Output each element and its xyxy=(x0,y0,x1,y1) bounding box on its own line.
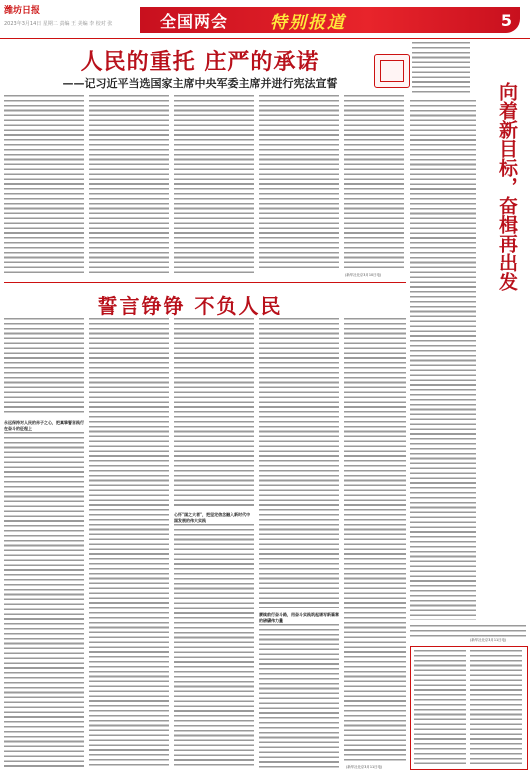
divider xyxy=(4,282,406,283)
article3-byline: (新华社北京3月11日电) xyxy=(470,638,507,642)
article2-col4-a xyxy=(259,318,339,608)
sidebar-box-col2 xyxy=(470,650,522,764)
banner-left: 全国两会 xyxy=(160,12,229,31)
newspaper-seal-icon xyxy=(374,54,410,88)
sidebar-intro xyxy=(412,42,470,96)
article1-subheadline: ——记习近平当选国家主席中央军委主席并进行宪法宣誓 xyxy=(62,77,338,90)
article1-byline: (新华社北京3月10日电) xyxy=(345,273,382,277)
article2-col3-a xyxy=(174,318,254,508)
article2-section-head-2: 心怀"国之大者"，把坚定信念融入新时代中国发展的伟大实践 xyxy=(174,512,251,523)
article1-col4 xyxy=(259,95,339,275)
masthead: 潍坊日报 xyxy=(4,6,41,16)
article2-col1-b xyxy=(4,432,84,768)
header-rule xyxy=(0,38,530,39)
article3-headline: 向着新目标，奋楫再出发 xyxy=(496,82,518,291)
article2-col2 xyxy=(89,318,169,768)
article2-col3-b xyxy=(174,524,254,768)
article2-headline: 誓言铮铮 不负人民 xyxy=(97,294,283,318)
page-number: 5 xyxy=(500,11,512,30)
article2-byline: (新华社北京3月11日电) xyxy=(346,765,383,769)
article1-col1 xyxy=(4,95,84,275)
article3-tail xyxy=(410,625,526,641)
article1-headline: 人民的重托 庄严的承诺 xyxy=(80,49,320,75)
article1-col3 xyxy=(174,95,254,275)
section-banner xyxy=(140,7,520,33)
masthead-dateline: 2023年3月14日 星期二 责编 王 美编 李 校对 张 xyxy=(4,21,113,27)
article2-col1-a xyxy=(4,318,84,416)
article2-section-head-1: 永远保持对人民的赤子之心，把真挚誓言践行在奋斗的征程上 xyxy=(4,420,84,431)
article3-col1 xyxy=(410,100,476,620)
banner-right: 特别报道 xyxy=(270,13,346,33)
article2-section-head-3: 赓续前行奋斗路，用奋斗实践筑起谱写新篇章的磅礴伟力量 xyxy=(259,612,339,623)
article2-col4-b xyxy=(259,624,339,768)
sidebar-box-col1 xyxy=(414,650,466,764)
article2-col5 xyxy=(344,318,406,768)
article1-col2 xyxy=(89,95,169,275)
page-header xyxy=(0,0,530,38)
article1-col5 xyxy=(344,95,404,270)
